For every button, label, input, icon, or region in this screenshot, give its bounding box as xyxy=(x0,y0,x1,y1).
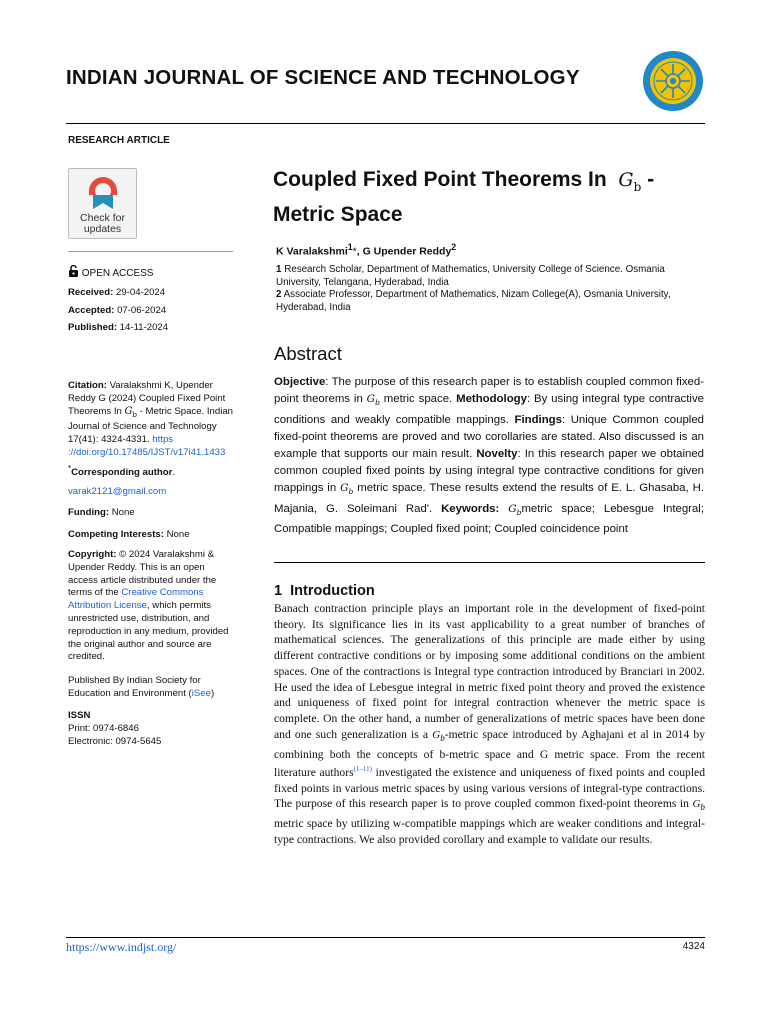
section-rule xyxy=(274,562,705,563)
corresponding-author: *Corresponding author. xyxy=(68,464,176,479)
license-link[interactable]: Creative Commons Attribution License xyxy=(68,587,204,612)
article-type: RESEARCH ARTICLE xyxy=(68,135,170,146)
footer-rule xyxy=(66,937,705,938)
open-access xyxy=(68,265,153,279)
affiliation-1: 1 Research Scholar, Department of Mathematics, University College of Science. Osmania University, Telangana, Hyderabad, India xyxy=(276,264,665,288)
published-date: Published: 14-11-2024 xyxy=(68,322,169,333)
journal-logo-icon xyxy=(642,50,704,112)
sidebar-rule xyxy=(68,251,233,252)
check-for-updates-badge[interactable] xyxy=(68,168,137,239)
article-title: Coupled Fixed Point Theorems In $G_b$ - Metric Space xyxy=(273,168,655,226)
isee-link[interactable]: iSee xyxy=(191,687,211,699)
citation: Citation: Varalakshmi K, Upender Reddy G (2024) Coupled Fixed Point Theorems In $G_b$ - Metric Space. Indian Journal of Science and Technology 17(41): 4324-4331. https ://doi.org/10.17485/IJST/v17i41.1433 xyxy=(68,380,234,458)
page-number: 4324 xyxy=(682,941,705,952)
citation-link[interactable]: (1–11) xyxy=(353,765,372,774)
check-for-updates-label: Check for updates xyxy=(80,212,125,235)
accepted-date: Accepted: 07-06-2024 xyxy=(68,305,167,316)
open-lock-icon xyxy=(68,265,79,277)
corresponding-email-link[interactable]: varak2121@gmail.com xyxy=(68,486,167,497)
introduction-heading: 1 Introduction xyxy=(274,583,375,599)
abstract-body: Objective: The purpose of this research paper is to establish coupled common fixed-point theorems in $G_b$ metric space. Methodology: By using integral type contractive conditions and weakly compatible mappings. Findings: Unique Common coupled fixed-point theorems are proved and two corollaries are stated. Also discussed is an example that supports our main result. Novelty: In this research paper we obtained common coupled fixed points by using integral type contractive conditions for given mappings in $G_b$ metric space. These results extend the results of E. L. Ghasaba, H. Majania, G. Soleimani Rad'. Keywords: $G_bmetric$ space; Lebesgue Integral; Compatible mappings; Coupled fixed point; Coupled coincidence point xyxy=(274,376,704,535)
journal-name: INDIAN JOURNAL OF SCIENCE AND TECHNOLOGY xyxy=(66,66,580,89)
introduction-body: Banach contraction principle plays an important role in the development of fixed-point theory. Its significance lies in its vast applicability to a great number of branches of mathematical sciences. The generalizations of this principle are made either by using different contractive conditions or by imposing some additional conditions on the ambient spaces. One of the contractions is Integral type contraction introduced by Branciari in 2002. He used the idea of Lebesgue integral in metric fixed point theory and proved the existence and uniqueness of fixed point for integral contraction whenever the metric space is complete. On the other hand, a number of generalizations of metric spaces have been done and one such generalization is a $G_b$-metric space introduced by Aghajani et al in 2014 by combining both the concepts of b-metric space and G metric space. From the recent literature authors$^{(1-11)}$ investigated the existence and uniqueness of fixed points and coupled fixed points in various metric spaces by using various versions of integral-type contractions. The purpose of this research paper is to prove coupled common fixed-point theorems in $G_b$ metric space by utilizing w-compatible mappings which are weaker conditions and integral-type contractions. We also provided corollary and example to validate our results. xyxy=(274,602,706,847)
footer-url-link[interactable]: https://www.indjst.org/ xyxy=(66,940,177,954)
copyright: Copyright: © 2024 Varalakshmi & Upender Reddy. This is an open access article distributed under the terms of the Creative Commons Attribution License, which permits unrestricted use, distribution, and reproduction in any medium, provided the original author and source are credited. xyxy=(68,549,229,663)
publisher: Published By Indian Society for Education and Environment (iSee) xyxy=(68,675,215,699)
open-access-label: OPEN ACCESS xyxy=(81,268,154,279)
affiliation-2: 2 Associate Professor, Department of Mathematics, Nizam College(A), Osmania University, Hyderabad, India xyxy=(276,289,671,313)
header-rule xyxy=(66,123,705,124)
citation-doi-link[interactable]: https ://doi.org/10.17485/IJST/v17i41.1433 xyxy=(68,434,226,458)
received-date: Received: 29-04-2024 xyxy=(68,287,166,298)
abstract-heading: Abstract xyxy=(274,343,342,364)
author-list: K Varalakshmi$^1$*, G Upender Reddy$^2$ xyxy=(276,242,457,258)
crossmark-icon xyxy=(85,173,121,211)
funding: Funding: None xyxy=(68,507,135,518)
issn-block: ISSN Print: 0974-6846 Electronic: 0974-5645 xyxy=(68,710,162,747)
competing-interests: Competing Interests: None xyxy=(68,529,190,540)
